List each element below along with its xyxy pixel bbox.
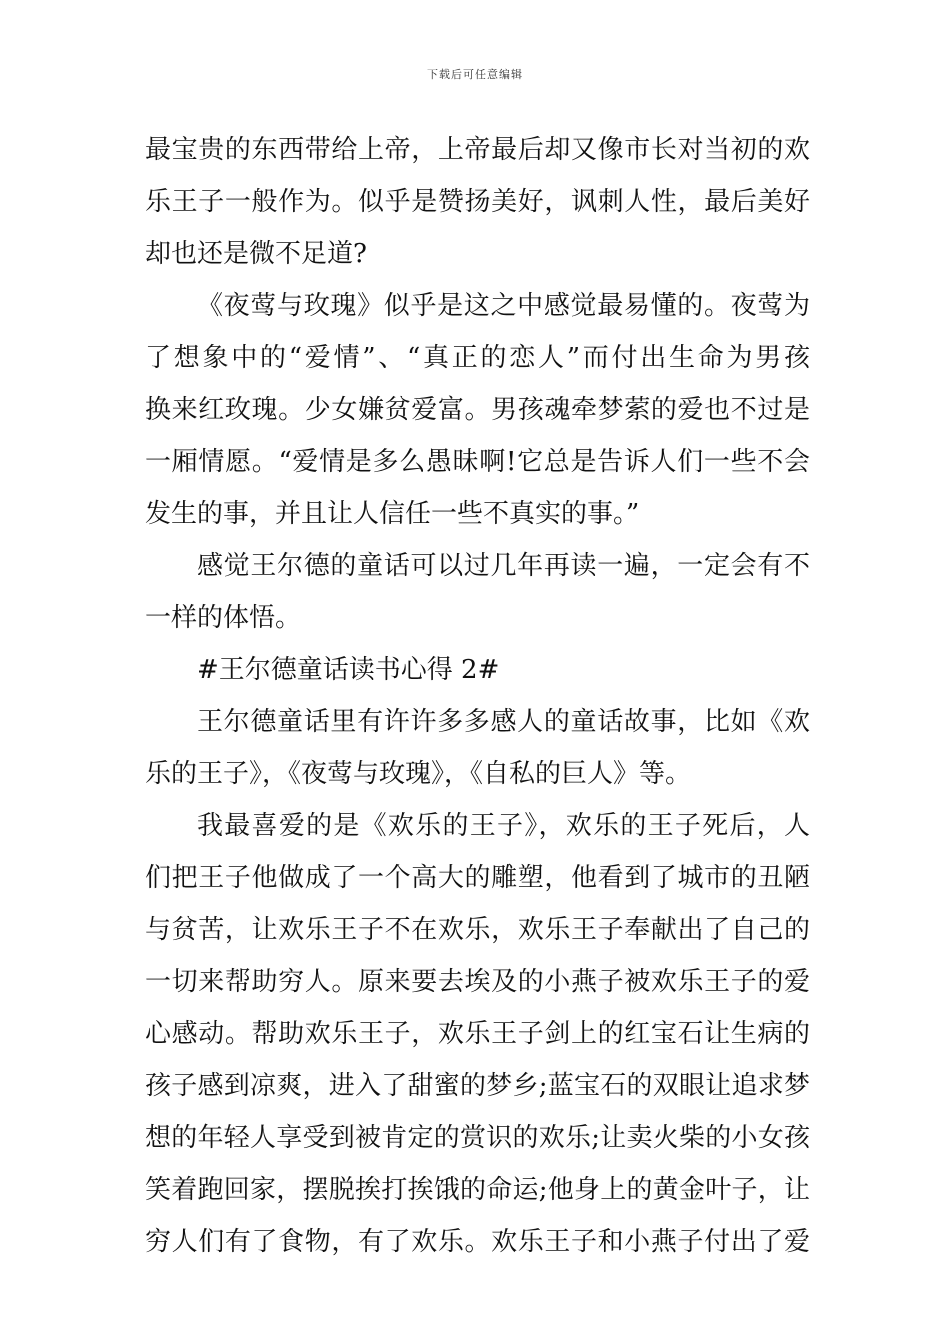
text-line: 王尔德童话里有许许多多感人的童话故事，比如《欢 xyxy=(197,707,810,737)
text-line: #王尔德童话读书心得 2# xyxy=(197,655,500,685)
text-line: 一厢情愿。“爱情是多么愚昧啊!它总是告诉人们一些不会 xyxy=(145,447,810,477)
text-line: 与贫苦，让欢乐王子不在欢乐，欢乐王子奉献出了自己的 xyxy=(145,915,810,945)
text-line: 最宝贵的东西带给上帝，上帝最后却又像市长对当初的欢 xyxy=(145,135,810,165)
text-line: 却也还是微不足道? xyxy=(145,239,367,269)
text-line: 发生的事，并且让人信任一些不真实的事。” xyxy=(145,499,640,529)
text-line: 穷人们有了食物，有了欢乐。欢乐王子和小燕子付出了爱 xyxy=(145,1227,810,1257)
page-header: 下载后可任意编辑 xyxy=(427,68,523,81)
text-line: 笑着跑回家，摆脱挨打挨饿的命运;他身上的黄金叶子，让 xyxy=(145,1175,810,1205)
text-line: 一样的体悟。 xyxy=(145,603,302,633)
text-line: 我最喜爱的是《欢乐的王子》，欢乐的王子死后，人 xyxy=(197,811,810,841)
text-line: 了想象中的“爱情”、“真正的恋人”而付出生命为男孩 xyxy=(145,343,810,373)
text-line: 感觉王尔德的童话可以过几年再读一遍，一定会有不 xyxy=(197,551,810,581)
text-line: 乐王子一般作为。似乎是赞扬美好，讽刺人性，最后美好 xyxy=(145,187,810,217)
text-line: 们把王子他做成了一个高大的雕塑，他看到了城市的丑陋 xyxy=(145,863,810,893)
text-line: 想的年轻人享受到被肯定的赏识的欢乐;让卖火柴的小女孩 xyxy=(145,1123,810,1153)
text-line: 孩子感到凉爽，进入了甜蜜的梦乡;蓝宝石的双眼让追求梦 xyxy=(145,1071,810,1101)
text-line: 心感动。帮助欢乐王子，欢乐王子剑上的红宝石让生病的 xyxy=(145,1019,810,1049)
text-line: 一切来帮助穷人。原来要去埃及的小燕子被欢乐王子的爱 xyxy=(145,967,810,997)
text-line: 换来红玫瑰。少女嫌贫爱富。男孩魂牵梦萦的爱也不过是 xyxy=(145,395,810,425)
text-line: 乐的王子》，《夜莺与玫瑰》，《自私的巨人》等。 xyxy=(145,759,692,789)
document-body xyxy=(145,124,810,1268)
text-line: 《夜莺与玫瑰》似乎是这之中感觉最易懂的。夜莺为 xyxy=(197,291,810,321)
